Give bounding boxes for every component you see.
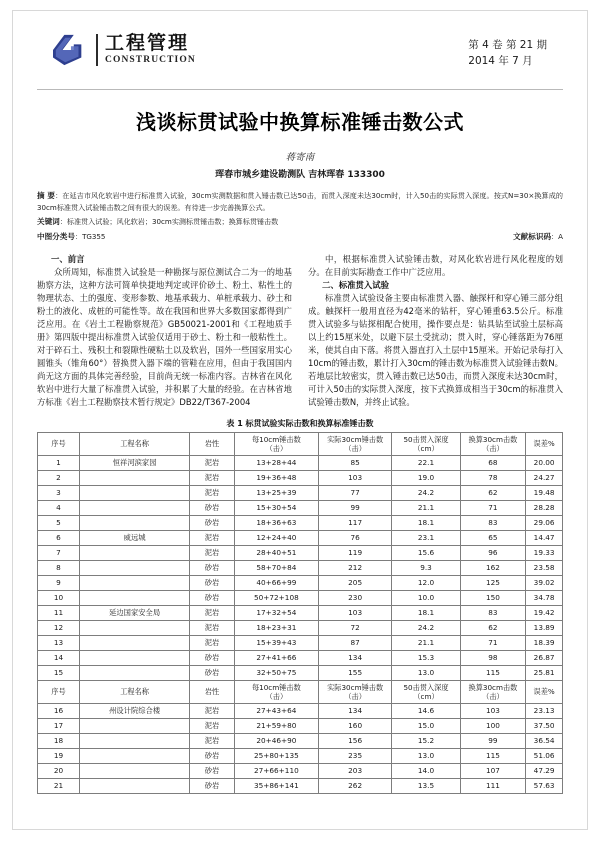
paragraph-preface: 众所周知，标准贯入试验是一种勘探与原位测试合二为一的地基勘察方法，这种方法可简单快捷地判定或评价砂土、粉土、粘性土的物理状态、土的强度、变形参数、地基承载力、单桩承载力、砂土和粉土的液化、成桩的可能性等。故在我国和世界大多数国家都得到广泛应用。在《岩土工程勘察规范》GB50021-2001和《工程地质手册》第四版中提出标准贯入试验仅适用于砂土、粉土和一般粘性土。对于碎石土、残积土和裂隙性硬粘土以及软岩，国外一些国家用实心圆锥头（锥角60°）替换贯入器下端的管鞋在应用，但由于我国国内尚无这方面的具体完善经验，目前尚无统一标准内容。吉林省在风化软岩中进行大量了标准贯入试验，并积累了大量的经验。在吉林省地方标准《岩土工程勘察技术暂行规定》DB22/T367-2004 — [37, 266, 292, 407]
cell-project-name: 恒祥河滨家园 — [80, 455, 190, 470]
cell-50blow-depth: 18.1 — [392, 515, 460, 530]
cell-50blow-depth: 10.0 — [392, 590, 460, 605]
cell-converted-30cm-blows: 71 — [460, 500, 526, 515]
cell-converted-30cm-blows: 62 — [460, 620, 526, 635]
cell-error-percent: 18.39 — [526, 635, 563, 650]
cell-actual-30cm-blows: 160 — [318, 718, 392, 733]
journal-name-en: CONSTRUCTION — [105, 55, 196, 66]
cell-blows-per-10cm: 15+39+43 — [234, 635, 318, 650]
cell-error-percent: 26.87 — [526, 650, 563, 665]
cell-project-name — [80, 665, 190, 680]
cell-no: 7 — [38, 545, 80, 560]
masthead-rule — [37, 89, 563, 90]
table-row — [38, 650, 563, 665]
cell-converted-30cm-blows: 125 — [460, 575, 526, 590]
cell-50blow-depth: 23.1 — [392, 530, 460, 545]
volume-issue: 第 4 卷 第 21 期 — [468, 39, 547, 51]
cell-project-name: 延边国家安全局 — [80, 605, 190, 620]
table-body-part-1 — [38, 455, 563, 680]
cell-blows-per-10cm: 13+28+44 — [234, 455, 318, 470]
header-rock-type-repeat: 岩性 — [190, 680, 235, 703]
journal-brand — [37, 33, 196, 67]
cell-error-percent: 34.78 — [526, 590, 563, 605]
cell-blows-per-10cm: 21+59+80 — [234, 718, 318, 733]
article-title: 浅谈标贯试验中换算标准锤击数公式 — [136, 110, 464, 134]
cell-blows-per-10cm: 20+46+90 — [234, 733, 318, 748]
cell-actual-30cm-blows: 77 — [318, 485, 392, 500]
cell-rock-type: 泥岩 — [190, 485, 235, 500]
cell-blows-per-10cm: 27+41+66 — [234, 650, 318, 665]
cell-rock-type: 泥岩 — [190, 620, 235, 635]
table-repeated-header — [38, 680, 563, 703]
cell-rock-type: 砂岩 — [190, 560, 235, 575]
clc-value: TG355 — [82, 231, 106, 241]
cell-50blow-depth: 12.0 — [392, 575, 460, 590]
cell-error-percent: 24.27 — [526, 470, 563, 485]
cell-blows-per-10cm: 15+30+54 — [234, 500, 318, 515]
table-header — [38, 432, 563, 455]
cell-rock-type: 泥岩 — [190, 605, 235, 620]
cell-actual-30cm-blows: 212 — [318, 560, 392, 575]
cell-error-percent: 25.81 — [526, 665, 563, 680]
cell-50blow-depth: 14.6 — [392, 703, 460, 718]
doc-code-label: 文献标识码 — [513, 231, 552, 241]
header-no: 序号 — [38, 432, 80, 455]
keywords-label: 关键词 — [37, 217, 60, 227]
cell-error-percent: 36.54 — [526, 733, 563, 748]
cell-rock-type: 泥岩 — [190, 470, 235, 485]
doc-code-value: A — [558, 231, 563, 241]
cell-project-name: 州设计院综合楼 — [80, 703, 190, 718]
cell-project-name: 威远城 — [80, 530, 190, 545]
brand-divider — [96, 34, 98, 66]
classification-row: 中图分类号：TG355 文献标识码：A — [37, 231, 563, 241]
cell-no: 5 — [38, 515, 80, 530]
section-heading-spt: 二、标准贯入试验 — [322, 279, 389, 290]
table-row — [38, 530, 563, 545]
cell-blows-per-10cm: 13+25+39 — [234, 485, 318, 500]
cell-actual-30cm-blows: 72 — [318, 620, 392, 635]
cell-converted-30cm-blows: 65 — [460, 530, 526, 545]
cell-blows-per-10cm: 50+72+108 — [234, 590, 318, 605]
cell-project-name — [80, 575, 190, 590]
cell-converted-30cm-blows: 115 — [460, 665, 526, 680]
cell-actual-30cm-blows: 156 — [318, 733, 392, 748]
cell-actual-30cm-blows: 262 — [318, 778, 392, 793]
cell-blows-per-10cm: 19+36+48 — [234, 470, 318, 485]
header-actual-30cm-blows: 实际30cm锤击数 （击） — [318, 432, 392, 455]
cell-rock-type: 泥岩 — [190, 455, 235, 470]
cell-project-name — [80, 763, 190, 778]
cell-50blow-depth: 22.1 — [392, 455, 460, 470]
cell-rock-type: 泥岩 — [190, 635, 235, 650]
cell-project-name — [80, 485, 190, 500]
table-row — [38, 665, 563, 680]
cell-blows-per-10cm: 35+86+141 — [234, 778, 318, 793]
cell-error-percent: 28.28 — [526, 500, 563, 515]
cell-actual-30cm-blows: 99 — [318, 500, 392, 515]
cell-no: 17 — [38, 718, 80, 733]
cell-error-percent: 39.02 — [526, 575, 563, 590]
header-blows-per-10cm-repeat: 每10cm锤击数 （击） — [234, 680, 318, 703]
cell-50blow-depth: 18.1 — [392, 605, 460, 620]
cell-actual-30cm-blows: 134 — [318, 703, 392, 718]
cell-no: 4 — [38, 500, 80, 515]
cell-converted-30cm-blows: 111 — [460, 778, 526, 793]
issue-date: 2014 年 7 月 — [468, 55, 533, 68]
cell-actual-30cm-blows: 134 — [318, 650, 392, 665]
cell-error-percent: 13.89 — [526, 620, 563, 635]
cell-no: 14 — [38, 650, 80, 665]
cell-blows-per-10cm: 58+70+84 — [234, 560, 318, 575]
cell-rock-type: 砂岩 — [190, 515, 235, 530]
table-row — [38, 763, 563, 778]
cell-actual-30cm-blows: 155 — [318, 665, 392, 680]
keywords-text: 标准贯入试验；风化软岩；30cm实测标贯锤击数；换算标贯锤击数 — [66, 217, 279, 227]
cell-actual-30cm-blows: 103 — [318, 470, 392, 485]
cell-no: 9 — [38, 575, 80, 590]
cell-no: 12 — [38, 620, 80, 635]
cell-rock-type: 砂岩 — [190, 590, 235, 605]
issue-info — [468, 33, 563, 70]
header-project-name-repeat: 工程名称 — [80, 680, 190, 703]
cell-converted-30cm-blows: 68 — [460, 455, 526, 470]
cell-rock-type: 砂岩 — [190, 575, 235, 590]
cell-converted-30cm-blows: 100 — [460, 718, 526, 733]
table-row — [38, 620, 563, 635]
cell-actual-30cm-blows: 235 — [318, 748, 392, 763]
cell-actual-30cm-blows: 87 — [318, 635, 392, 650]
cell-blows-per-10cm: 27+66+110 — [234, 763, 318, 778]
cell-50blow-depth: 24.2 — [392, 485, 460, 500]
cell-no: 16 — [38, 703, 80, 718]
table-row — [38, 733, 563, 748]
table-header-row-repeat — [38, 680, 563, 703]
header-blows-per-10cm: 每10cm锤击数 （击） — [234, 432, 318, 455]
table-caption: 表 1 标贯试验实际击数和换算标准锤击数 — [226, 418, 374, 428]
table-row — [38, 545, 563, 560]
cell-converted-30cm-blows: 99 — [460, 733, 526, 748]
abstract-label: 摘 要 — [37, 191, 56, 200]
cell-actual-30cm-blows: 203 — [318, 763, 392, 778]
table-body-part-2 — [38, 703, 563, 793]
table-row — [38, 500, 563, 515]
cell-rock-type: 砂岩 — [190, 748, 235, 763]
cell-blows-per-10cm: 27+43+64 — [234, 703, 318, 718]
cell-actual-30cm-blows: 119 — [318, 545, 392, 560]
cell-converted-30cm-blows: 103 — [460, 703, 526, 718]
cell-50blow-depth: 15.2 — [392, 733, 460, 748]
cell-no: 15 — [38, 665, 80, 680]
masthead — [37, 33, 563, 83]
cell-error-percent: 19.42 — [526, 605, 563, 620]
cell-no: 11 — [38, 605, 80, 620]
table-header-row — [38, 432, 563, 455]
cell-error-percent: 29.06 — [526, 515, 563, 530]
cell-rock-type: 泥岩 — [190, 703, 235, 718]
table-row — [38, 455, 563, 470]
header-error-percent: 误差% — [526, 432, 563, 455]
cell-no: 19 — [38, 748, 80, 763]
cell-actual-30cm-blows: 103 — [318, 605, 392, 620]
abstract-text: 在延吉市风化软岩中进行标准贯入试验，30cm实测数据和贯入锤击数已达50击，而贯入深度未达30cm时，计入50击的实际贯入深度。按式N=30×换算成的30cm标准贯入试验锤击数之间有很大的误差。有待进一步完善换算公式。 — [37, 191, 563, 213]
cell-blows-per-10cm: 18+36+63 — [234, 515, 318, 530]
article-author: 蒋寄南 — [285, 153, 315, 163]
cell-no: 18 — [38, 733, 80, 748]
cell-rock-type: 泥岩 — [190, 733, 235, 748]
cell-error-percent: 14.47 — [526, 530, 563, 545]
cell-error-percent: 57.63 — [526, 778, 563, 793]
cell-rock-type: 泥岩 — [190, 718, 235, 733]
paragraph-preface-continued: 中，根据标准贯入试验锤击数，对风化软岩进行风化程度的划分。在目前实际勘查工作中广泛应用。 — [308, 253, 563, 277]
header-50blow-depth-repeat: 50击贯入深度 （cm） — [392, 680, 460, 703]
cell-no: 10 — [38, 590, 80, 605]
body-columns — [37, 253, 563, 409]
table-row — [38, 605, 563, 620]
cell-actual-30cm-blows: 230 — [318, 590, 392, 605]
cell-no: 1 — [38, 455, 80, 470]
cell-converted-30cm-blows: 162 — [460, 560, 526, 575]
cell-rock-type: 泥岩 — [190, 545, 235, 560]
cell-blows-per-10cm: 40+66+99 — [234, 575, 318, 590]
cell-50blow-depth: 15.3 — [392, 650, 460, 665]
cell-rock-type: 砂岩 — [190, 778, 235, 793]
cell-error-percent: 19.33 — [526, 545, 563, 560]
cell-blows-per-10cm: 28+40+51 — [234, 545, 318, 560]
cell-converted-30cm-blows: 96 — [460, 545, 526, 560]
cell-actual-30cm-blows: 205 — [318, 575, 392, 590]
cell-project-name — [80, 650, 190, 665]
cell-converted-30cm-blows: 115 — [460, 748, 526, 763]
cell-converted-30cm-blows: 98 — [460, 650, 526, 665]
table-row — [38, 635, 563, 650]
column-right — [308, 253, 563, 409]
header-converted-30cm-blows-repeat: 换算30cm击数 （击） — [460, 680, 526, 703]
cell-project-name — [80, 500, 190, 515]
cell-blows-per-10cm: 18+23+31 — [234, 620, 318, 635]
abstract-block — [37, 189, 563, 243]
cell-no: 13 — [38, 635, 80, 650]
column-left — [37, 253, 292, 409]
header-error-percent-repeat: 误差% — [526, 680, 563, 703]
cell-no: 20 — [38, 763, 80, 778]
header-no-repeat: 序号 — [38, 680, 80, 703]
cell-no: 8 — [38, 560, 80, 575]
header-50blow-depth: 50击贯入深度 （cm） — [392, 432, 460, 455]
cell-50blow-depth: 15.6 — [392, 545, 460, 560]
cell-converted-30cm-blows: 62 — [460, 485, 526, 500]
table-row — [38, 590, 563, 605]
cell-error-percent: 37.50 — [526, 718, 563, 733]
cell-project-name — [80, 718, 190, 733]
cell-50blow-depth: 15.0 — [392, 718, 460, 733]
cell-50blow-depth: 13.0 — [392, 665, 460, 680]
cell-rock-type: 泥岩 — [190, 530, 235, 545]
table-row — [38, 470, 563, 485]
header-rock-type: 岩性 — [190, 432, 235, 455]
cell-converted-30cm-blows: 107 — [460, 763, 526, 778]
cell-error-percent: 51.06 — [526, 748, 563, 763]
author-affiliation: 珲春市城乡建设勘测队 吉林珲春 133300 — [215, 170, 385, 180]
cell-converted-30cm-blows: 83 — [460, 605, 526, 620]
clc-label: 中图分类号 — [37, 231, 75, 241]
cell-project-name — [80, 635, 190, 650]
journal-logo-icon — [51, 33, 89, 67]
header-project-name: 工程名称 — [80, 432, 190, 455]
cell-blows-per-10cm: 25+80+135 — [234, 748, 318, 763]
spt-results-table — [37, 432, 563, 794]
cell-converted-30cm-blows: 83 — [460, 515, 526, 530]
table-row — [38, 515, 563, 530]
cell-actual-30cm-blows: 76 — [318, 530, 392, 545]
cell-project-name — [80, 748, 190, 763]
header-converted-30cm-blows: 换算30cm击数 （击） — [460, 432, 526, 455]
table-row — [38, 718, 563, 733]
table-row — [38, 560, 563, 575]
cell-actual-30cm-blows: 85 — [318, 455, 392, 470]
cell-project-name — [80, 620, 190, 635]
cell-converted-30cm-blows: 78 — [460, 470, 526, 485]
journal-name-cn: 工程管理 — [105, 32, 190, 55]
cell-50blow-depth: 21.1 — [392, 635, 460, 650]
table-row — [38, 703, 563, 718]
cell-rock-type: 砂岩 — [190, 763, 235, 778]
cell-50blow-depth: 13.0 — [392, 748, 460, 763]
cell-project-name — [80, 515, 190, 530]
cell-50blow-depth: 9.3 — [392, 560, 460, 575]
keywords-row: 关键词：标准贯入试验；风化软岩；30cm实测标贯锤击数；换算标贯锤击数 — [37, 217, 279, 227]
cell-project-name — [80, 470, 190, 485]
cell-actual-30cm-blows: 117 — [318, 515, 392, 530]
cell-project-name — [80, 778, 190, 793]
table-row — [38, 575, 563, 590]
cell-project-name — [80, 590, 190, 605]
cell-project-name — [80, 733, 190, 748]
cell-rock-type: 砂岩 — [190, 500, 235, 515]
cell-error-percent: 23.13 — [526, 703, 563, 718]
cell-error-percent: 23.58 — [526, 560, 563, 575]
table-row — [38, 748, 563, 763]
cell-rock-type: 砂岩 — [190, 650, 235, 665]
cell-blows-per-10cm: 12+24+40 — [234, 530, 318, 545]
cell-50blow-depth: 24.2 — [392, 620, 460, 635]
cell-converted-30cm-blows: 150 — [460, 590, 526, 605]
cell-no: 6 — [38, 530, 80, 545]
table-row — [38, 778, 563, 793]
cell-50blow-depth: 14.0 — [392, 763, 460, 778]
table-row — [38, 485, 563, 500]
document-page — [12, 10, 588, 830]
cell-error-percent: 47.29 — [526, 763, 563, 778]
cell-rock-type: 砂岩 — [190, 665, 235, 680]
cell-error-percent: 19.48 — [526, 485, 563, 500]
cell-project-name — [80, 560, 190, 575]
section-heading-preface: 一、前言 — [51, 253, 85, 264]
header-actual-30cm-blows-repeat: 实际30cm锤击数 （击） — [318, 680, 392, 703]
cell-project-name — [80, 545, 190, 560]
cell-error-percent: 20.00 — [526, 455, 563, 470]
cell-no: 21 — [38, 778, 80, 793]
paragraph-spt: 标准贯入试验设备主要由标准贯入器、触探杆和穿心锤三部分组成。触探杆一般用直径为42毫米的钻杆，穿心锤重63.5公斤。标准贯入试验多与钻探相配合使用，操作要点是：钻具钻至试验土层标高以上约15厘米处，以避下层土受扰动；贯入时，穿心锤落距为76厘米，使其自由下落。将贯入器直打入土层中15厘米。开始记录每打入10cm的锤击数，累计打入30cm的锤击数为标准贯入试验锤击数N。若地层比较密实，贯入锤击数已达50击，而贯入深度未达30cm时，可计入50击的实际贯入深度，按下式换算成相当于30cm的标准贯入试验锤击数N，并终止试验。 — [308, 292, 563, 407]
cell-50blow-depth: 21.1 — [392, 500, 460, 515]
cell-50blow-depth: 13.5 — [392, 778, 460, 793]
cell-blows-per-10cm: 17+32+54 — [234, 605, 318, 620]
cell-converted-30cm-blows: 71 — [460, 635, 526, 650]
cell-no: 3 — [38, 485, 80, 500]
abstract-row: 摘 要：在延吉市风化软岩中进行标准贯入试验，30cm实测数据和贯入锤击数已达50击，而贯入深度未达30cm时，计入50击的实际贯入深度。按式N=30×换算成的30cm标准贯入试验锤击数之间有很大的误差。有待进一步完善换算公式。 — [37, 191, 563, 213]
cell-50blow-depth: 19.0 — [392, 470, 460, 485]
cell-no: 2 — [38, 470, 80, 485]
cell-blows-per-10cm: 32+50+75 — [234, 665, 318, 680]
